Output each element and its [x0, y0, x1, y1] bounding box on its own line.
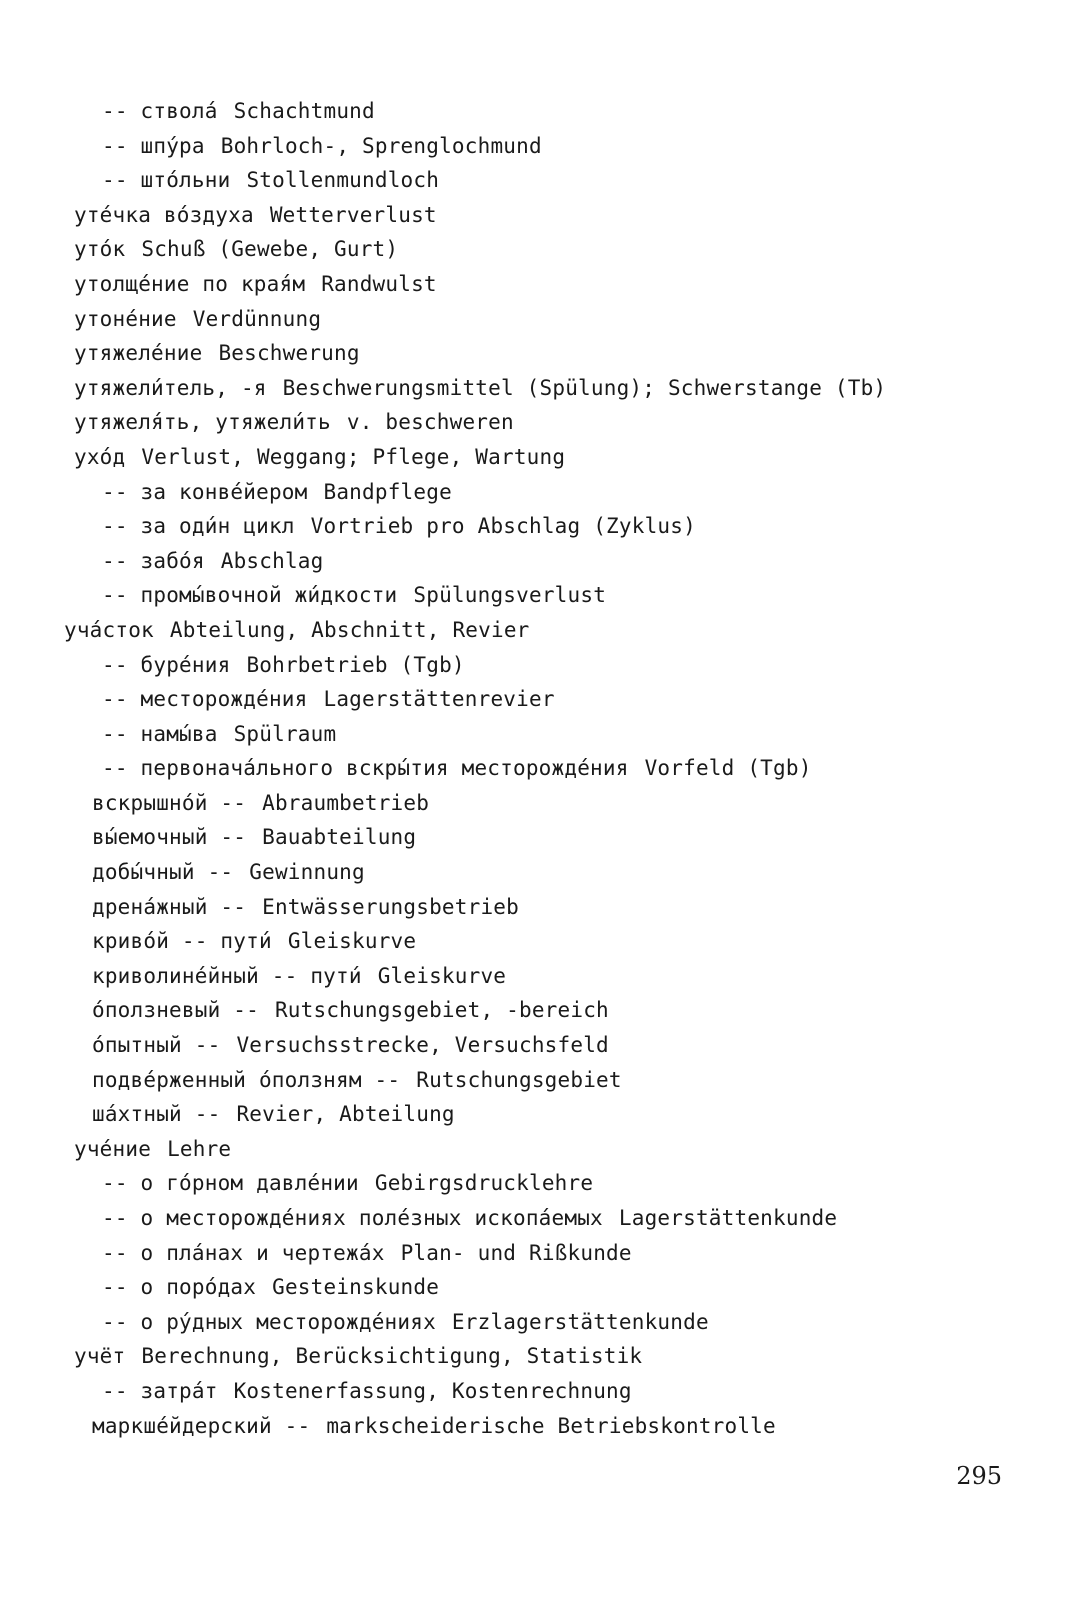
russian-term: -- о го́рном давле́нии	[102, 1171, 359, 1196]
german-translation: Gleiskurve	[287, 929, 417, 954]
russian-term: -- о пла́нах и чертежа́х	[102, 1240, 385, 1265]
german-translation: Gesteinskunde	[272, 1275, 440, 1300]
entry-list	[64, 94, 1044, 1443]
russian-term: уто́к	[74, 237, 126, 262]
dictionary-entry	[64, 371, 1044, 406]
russian-term: утяжели́тель, -я	[74, 375, 267, 400]
german-translation: Stollenmundloch	[246, 168, 440, 193]
dictionary-entry	[64, 820, 1044, 855]
german-translation: Revier, Abteilung	[236, 1102, 455, 1127]
russian-term: учёт	[74, 1344, 126, 1369]
german-translation: Bandpflege	[323, 479, 452, 504]
german-translation: Lagerstättenrevier	[323, 687, 555, 712]
dictionary-entry	[64, 924, 1044, 959]
russian-term: о́ползневый --	[92, 998, 259, 1023]
dictionary-entry	[64, 855, 1044, 890]
page-number: 295	[956, 1462, 1002, 1490]
dictionary-entry	[64, 405, 1044, 440]
dictionary-entry	[64, 1028, 1044, 1063]
dictionary-entry	[64, 1063, 1044, 1098]
german-translation: Randwulst	[321, 271, 437, 296]
russian-term: -- за конве́йером	[102, 479, 308, 504]
german-translation: Entwässerungsbetrieb	[262, 894, 519, 919]
dictionary-entry	[64, 267, 1044, 302]
german-translation: Erzlagerstättenkunde	[451, 1309, 709, 1334]
german-translation: Plan- und Rißkunde	[400, 1240, 632, 1265]
russian-term: -- буре́ния	[102, 652, 231, 677]
dictionary-entry	[64, 232, 1044, 267]
german-translation: Lehre	[167, 1136, 232, 1161]
russian-term: -- о ру́дных месторожде́ниях	[102, 1309, 436, 1334]
german-translation: Abraumbetrieb	[262, 790, 430, 815]
dictionary-entry	[64, 198, 1044, 233]
russian-term: уте́чка во́здуха	[74, 202, 254, 227]
german-translation: Bauabteilung	[262, 825, 417, 850]
russian-term: -- забо́я	[102, 548, 205, 573]
russian-term: -- ствола́	[102, 99, 218, 123]
russian-term: маркше́йдерский --	[92, 1413, 311, 1438]
russian-term: утолще́ние по края́м	[74, 271, 306, 296]
german-translation: Abteilung, Abschnitt, Revier	[169, 617, 530, 642]
german-translation: Versuchsstrecke, Versuchsfeld	[236, 1033, 609, 1058]
russian-term: добы́чный --	[92, 860, 234, 885]
russian-term: утяжеля́ть, утяжели́ть	[74, 410, 331, 435]
german-translation: v. beschweren	[346, 410, 514, 435]
dictionary-entry	[64, 163, 1044, 198]
dictionary-entry	[64, 751, 1044, 786]
german-translation: Lagerstättenkunde	[618, 1206, 838, 1230]
german-translation: Bohrloch-, Sprenglochmund	[220, 133, 542, 158]
russian-term: -- што́льни	[102, 168, 231, 193]
russian-term: о́пытный --	[92, 1033, 221, 1058]
dictionary-entry	[64, 648, 1044, 683]
german-translation: Vortrieb pro Abschlag (Zyklus)	[310, 514, 696, 539]
german-translation: Gleiskurve	[377, 963, 507, 988]
russian-term: подве́рженный о́ползням --	[92, 1067, 401, 1092]
dictionary-entry	[64, 440, 1044, 475]
russian-term: ша́хтный --	[92, 1102, 221, 1127]
dictionary-entry	[64, 302, 1044, 337]
russian-term: дрена́жный --	[92, 894, 247, 919]
german-translation: Gewinnung	[249, 860, 365, 885]
german-translation: Bohrbetrieb (Tgb)	[246, 652, 465, 677]
german-translation: Berechnung, Berücksichtigung, Statistik	[141, 1344, 643, 1369]
russian-term: -- за оди́н цикл	[102, 514, 295, 539]
russian-term: криво́й -- пути́	[92, 929, 272, 954]
dictionary-entry	[64, 1409, 1044, 1444]
dictionary-entry	[64, 578, 1044, 613]
russian-term: -- шпу́ра	[102, 133, 205, 158]
russian-term: утяжеле́ние	[74, 341, 203, 366]
german-translation: Spülraum	[233, 721, 337, 746]
german-translation: Verdünnung	[192, 306, 322, 331]
russian-term: вскрышно́й --	[92, 790, 247, 815]
dictionary-entry	[64, 1166, 1044, 1201]
dictionary-entry	[64, 993, 1044, 1028]
russian-term: -- месторожде́ния	[102, 687, 308, 712]
russian-term: -- промы́вочной жи́дкости	[102, 583, 398, 608]
dictionary-entry	[64, 717, 1044, 752]
dictionary-entry	[64, 129, 1044, 164]
dictionary-entry	[64, 1305, 1044, 1340]
dictionary-entry	[64, 336, 1044, 371]
dictionary-entry	[64, 94, 1044, 129]
russian-term: -- о месторожде́ниях поле́зных ископа́емых	[102, 1206, 603, 1230]
german-translation: Rutschungsgebiet, -bereich	[274, 998, 609, 1023]
russian-term: ухо́д	[74, 444, 126, 469]
german-translation: Spülungsverlust	[413, 583, 607, 608]
german-translation: Schuß (Gewebe, Gurt)	[141, 237, 399, 262]
dictionary-entry	[64, 786, 1044, 821]
russian-term: -- первонача́льного вскры́тия месторожде́ния	[102, 756, 629, 781]
german-translation: Rutschungsgebiet	[416, 1067, 622, 1092]
dictionary-entry	[64, 1097, 1044, 1132]
dictionary-entry	[64, 1201, 1044, 1236]
german-translation: Kostenerfassung, Kostenrechnung	[233, 1378, 632, 1403]
dictionary-entry	[64, 613, 1044, 648]
dictionary-entry	[64, 1270, 1044, 1305]
german-translation: Abschlag	[220, 548, 324, 573]
german-translation: Beschwerungsmittel (Spülung); Schwerstange (Tb)	[282, 375, 887, 400]
russian-term: криволине́йный -- пути́	[92, 963, 362, 988]
russian-term: вы́емочный --	[92, 825, 247, 850]
german-translation: Beschwerung	[218, 341, 360, 366]
russian-term: утоне́ние	[74, 306, 177, 331]
dictionary-entry	[64, 959, 1044, 994]
dictionary-entry	[64, 1236, 1044, 1271]
dictionary-entry	[64, 544, 1044, 579]
german-translation: Vorfeld (Tgb)	[644, 756, 812, 781]
dictionary-entry	[64, 890, 1044, 925]
german-translation: markscheiderische Betriebskontrolle	[326, 1413, 776, 1438]
dictionary-entry	[64, 1339, 1044, 1374]
russian-term: уче́ние	[74, 1136, 152, 1161]
russian-term: -- намы́ва	[102, 721, 218, 746]
german-translation: Schachtmund	[233, 99, 375, 123]
german-translation: Wetterverlust	[269, 202, 437, 227]
dictionary-entry	[64, 1132, 1044, 1167]
german-translation: Gebirgsdrucklehre	[374, 1171, 594, 1196]
dictionary-entry	[64, 509, 1044, 544]
german-translation: Verlust, Weggang; Pflege, Wartung	[141, 444, 566, 469]
dictionary-entry	[64, 682, 1044, 717]
dictionary-entry	[64, 475, 1044, 510]
russian-term: -- затра́т	[102, 1378, 218, 1403]
russian-term: -- о поро́дах	[102, 1275, 257, 1300]
dictionary-entry	[64, 1374, 1044, 1409]
russian-term: уча́сток	[64, 617, 154, 642]
